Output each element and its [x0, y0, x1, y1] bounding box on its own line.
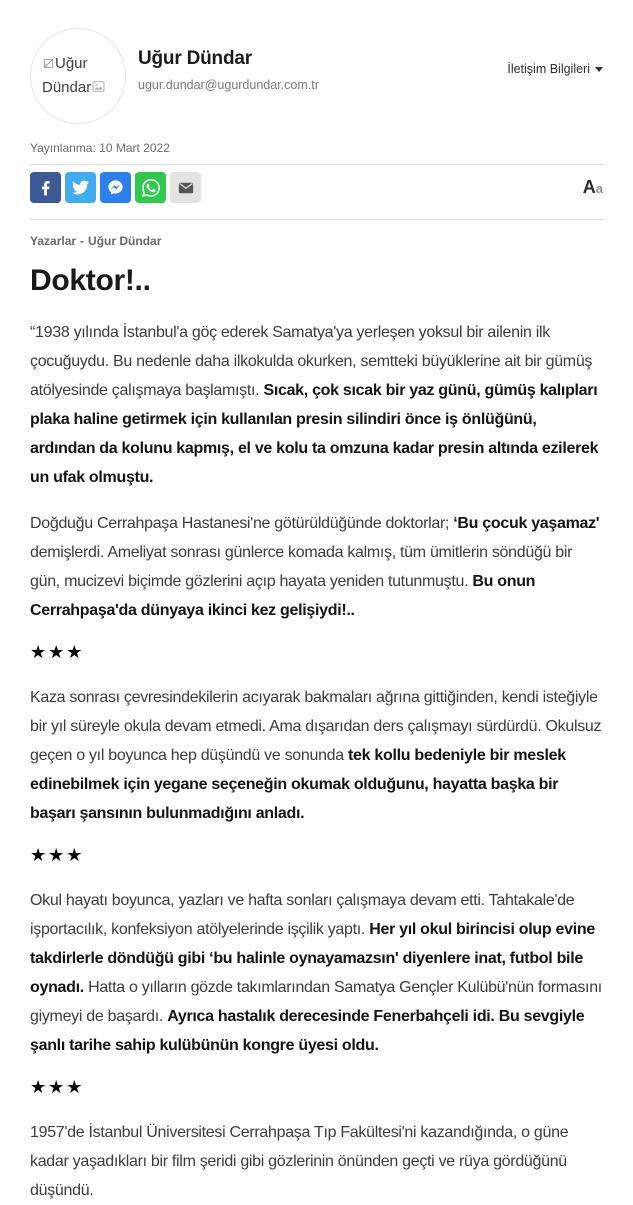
- section-separator-stars: ★★★: [30, 1077, 85, 1097]
- facebook-icon: [38, 180, 54, 196]
- article-paragraph: Okul hayatı boyunca, yazları ve hafta sonları çalışmaya devam etti. Tahtakale'de işportacılık, konfeksiyon atölyelerinde işçilik yaptı. Her yıl okul birincisi olup evine takdirlerle döndüğü gibi ‘bu halinle oynayamazsın' diyenlere inat, futbol bile oynadı. Hatta o yılların gözde takımlarından Samatya Gençler Kulübü'nün formasını giymeyi de başardı. Ayrıca hastalık derecesinde Fenerbahçeli idi. Bu sevgiyle şanlı tarihe sahip kulübünün kongre üyesi oldu.: [30, 892, 602, 1054]
- article-title: Doktor!..: [30, 264, 151, 297]
- author-info: [138, 28, 319, 92]
- author-avatar: [30, 28, 126, 124]
- published-date: 10 Mart 2022: [99, 141, 170, 155]
- share-whatsapp-button[interactable]: [135, 172, 166, 203]
- font-size-large-label: A: [582, 177, 596, 197]
- chevron-down-icon: [595, 67, 603, 72]
- breadcrumb-separator: -: [80, 234, 85, 248]
- article-paragraph: Doğduğu Cerrahpaşa Hastanesi'ne götürüldüğünde doktorlar; ‘Bu çocuk yaşamaz' demişlerdi. Ameliyat sonrası günlerce komada kalmış, tüm ümitlerin söndüğü bir gün, mucizevi biçimde gözlerini açıp hayata yeniden tutunmuştu. Bu onun Cerrahpaşa'da dünyaya ikinci kez gelişiydi!..: [30, 515, 600, 619]
- divider: [30, 219, 603, 220]
- font-size-small-label: a: [595, 181, 603, 196]
- published-label: Yayınlanma:: [30, 141, 96, 155]
- broken-image-icon: [92, 77, 105, 100]
- published-line: [30, 141, 603, 155]
- broken-image-icon: [43, 53, 54, 76]
- avatar-alt-label: Uğur Dündar: [42, 54, 92, 96]
- twitter-icon: [72, 179, 89, 196]
- author-email: ugur.dundar@ugurdundar.com.tr: [138, 78, 319, 92]
- messenger-icon: [107, 179, 124, 196]
- author-header: [30, 0, 603, 124]
- section-separator-stars: ★★★: [30, 642, 85, 662]
- envelope-icon: [177, 179, 195, 197]
- section-separator-stars: ★★★: [30, 845, 85, 865]
- breadcrumb-current: Uğur Dündar: [88, 234, 162, 248]
- article-paragraph: “1938 yılında İstanbul'a göç ederek Samatya'ya yerleşen yoksul bir ailenin ilk çocuğuydu. Bu nedenle daha ilkokulda okurken, semtteki büyüklerine ait bir gümüş atölyesinde çalışmaya başlamıştı. Sıcak, çok sıcak bir yaz günü, gümüş kalıpları plaka haline getirmek için kullanılan presin silindiri önce iş önlüğünü, ardından da kolunu kapmış, el ve kolu ta omzuna kadar presin altında ezilerek un ufak olmuştu.: [30, 324, 599, 486]
- author-name: Uğur Dündar: [138, 48, 252, 69]
- article-paragraph: 1957'de İstanbul Üniversitesi Cerrahpaşa Tıp Fakültesi'ni kazandığında, o güne kadar yaşadıkları bir film şeridi gibi gözlerinin önünden geçti ve rüya gördüğünü düşündü.: [30, 1124, 569, 1199]
- share-toolbar: [30, 165, 603, 210]
- article-paragraph: Kaza sonrası çevresindekilerin acıyarak bakmaları ağrına gittiğinden, kendi isteğiyle bir yıl süreyle okula devam etmedi. Ama dışarıdan ders çalışmayı sürdürdü. Okulsuz geçen o yıl boyunca hep düşündü ve sonunda tek kollu bedeniyle bir meslek edinebilmek için yegane seçeneğin okumak olduğunu, hayatta başka bir başarı şansının bulunmadığını anladı.: [30, 689, 602, 822]
- font-size-control[interactable]: [583, 177, 603, 198]
- contact-info-dropdown[interactable]: [507, 62, 603, 76]
- breadcrumb-yazarlar-link[interactable]: Yazarlar: [30, 234, 77, 248]
- share-facebook-button[interactable]: [30, 172, 61, 203]
- share-twitter-button[interactable]: [65, 172, 96, 203]
- article-body: [30, 318, 603, 1205]
- contact-info-label: İletişim Bilgileri: [507, 62, 590, 76]
- share-messenger-button[interactable]: [100, 172, 131, 203]
- breadcrumb: [30, 234, 603, 248]
- share-email-button[interactable]: [170, 172, 201, 203]
- avatar-broken-image-alt-text: [42, 52, 114, 101]
- whatsapp-icon: [142, 179, 160, 197]
